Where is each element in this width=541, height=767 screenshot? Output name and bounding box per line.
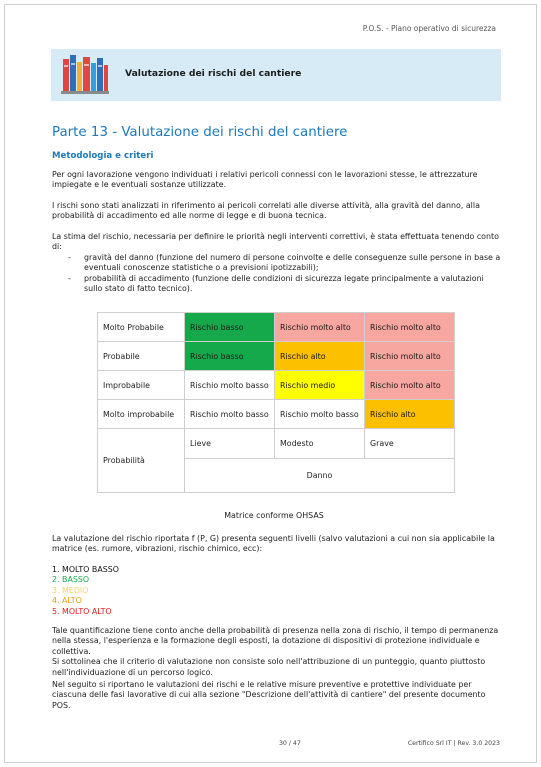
matrix-caption: Matrice conforme OHSAS	[224, 511, 324, 520]
matrix-cell: Rischio molto alto	[275, 313, 365, 342]
paragraph-1: Per ogni lavorazione vengono individuati i relativi pericoli connessi con le lavorazioni stesse, le attrezzature impiegate e le eventuali sostanze utilizzate.	[52, 170, 478, 190]
matrix-cell: Rischio alto	[275, 342, 365, 371]
matrix-cell: Rischio molto basso	[185, 371, 275, 400]
risk-level-1: 1. MOLTO BASSO	[52, 565, 119, 574]
section-subtitle: Metodologia e criteri	[52, 151, 154, 161]
criteria-list	[52, 253, 502, 295]
section-banner	[51, 49, 501, 101]
paragraph-2: I rischi sono stati analizzati in riferimento ai pericoli correlati alle diverse attività, alla gravità del danno, alla probabilità di accadimento ed alle norme di legge e di buona tecnica.	[52, 201, 480, 221]
books-icon	[59, 53, 111, 95]
paragraph-3: La stima del rischio, necessaria per definire le priorità negli interventi correttivi, è stata effettuata tenendo conto di:	[52, 232, 499, 252]
matrix-cell: Rischio molto alto	[365, 371, 455, 400]
damage-label: Danno	[185, 459, 455, 493]
paragraph-4: La valutazione del rischio riportata f (P, G) presenta seguenti livelli (salvo valutazioni a cui non sia applicabile la matrice (es. rumore, vibrazioni, rischio chimico, ecc):	[52, 534, 495, 554]
banner-title: Valutazione dei rischi del cantiere	[125, 68, 302, 79]
matrix-row-label: Molto Probabile	[98, 313, 185, 342]
table-row	[98, 429, 455, 459]
section-title: Parte 13 - Valutazione dei rischi del cantiere	[52, 125, 348, 140]
paragraph-6: Nel seguito si riportano le valutazioni dei rischi e le relative misure preventive e protettive individuate per ciascuna delle fasi lavorative di cui alla sezione "Descrizione dell'attività di cantiere" del presente documento POS.	[52, 680, 486, 710]
risk-level-3: 3. MEDIO	[52, 585, 89, 595]
risk-level-2: 2. BASSO	[52, 575, 90, 585]
matrix-row-label: Molto improbabile	[98, 400, 185, 429]
severity-label: Modesto	[275, 429, 365, 459]
risk-matrix	[97, 312, 455, 493]
document-page	[4, 4, 537, 763]
matrix-cell: Rischio medio	[275, 371, 365, 400]
page-number: 30 / 47	[279, 740, 301, 747]
risk-level-4: 4. ALTO	[52, 596, 82, 606]
footer-revision: Certifico Srl IT | Rev. 3.0 2023	[407, 740, 500, 747]
table-row	[98, 371, 455, 400]
matrix-cell: Rischio molto alto	[365, 342, 455, 371]
risk-levels	[52, 565, 119, 617]
paragraph-5: Tale quantificazione tiene conto anche della probabilità di presenza nella zona di rischio, il tempo di permanenza nella stessa, l'esperienza e la formazione degli esposti, la dotazione di dispositivi di protezione individuale e collettiva. Si sottolinea che il criterio di valutazione non consiste solo nell'attribuzione di un punteggio, quanto piuttosto nell'individuazione di un percorso logico.	[52, 626, 499, 677]
list-item: - gravità del danno (funzione del numero di persone coinvolte e delle conseguenze sulle persone in base a eventuali conoscenze statistiche o a previsioni ipotizzabili);	[68, 253, 501, 273]
severity-label: Lieve	[185, 429, 275, 459]
matrix-cell: Rischio molto basso	[185, 400, 275, 429]
list-item: - probabilità di accadimento (funzione delle condizioni di sicurezza legate principalmente a valutazioni sullo stato di fatto tecnico).	[68, 273, 484, 294]
table-row	[98, 342, 455, 371]
matrix-cell: Rischio molto basso	[275, 400, 365, 429]
severity-label: Grave	[365, 429, 455, 459]
matrix-cell: Rischio basso	[185, 342, 275, 371]
matrix-row-label: Probabile	[98, 342, 185, 371]
matrix-row-label: Improbabile	[98, 371, 185, 400]
probability-label: Probabilità	[98, 429, 185, 493]
header-title: P.O.S. - Piano operativo di sicurezza	[362, 24, 496, 33]
table-row	[98, 313, 455, 342]
risk-level-5: 5. MOLTO ALTO	[52, 606, 112, 616]
matrix-cell: Rischio alto	[365, 400, 455, 429]
table-row	[98, 400, 455, 429]
matrix-cell: Rischio molto alto	[365, 313, 455, 342]
matrix-cell: Rischio basso	[185, 313, 275, 342]
